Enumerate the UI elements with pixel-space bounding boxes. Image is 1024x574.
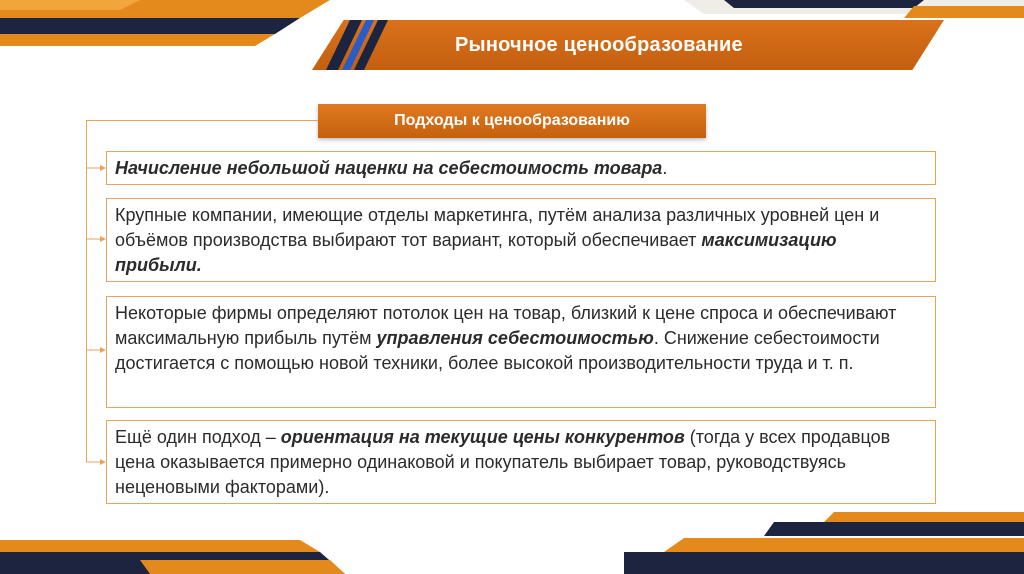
footer-credit: Хамидуллин Б.И._https://vk.com/ege_oge_obshestv xyxy=(412,561,577,568)
approach-box-4 xyxy=(106,420,936,504)
approach-box-1 xyxy=(106,151,936,185)
bottom-right-decoration xyxy=(624,512,1024,574)
arrow-icon xyxy=(86,457,106,467)
approach-3-emphasis: управления себестоимостью xyxy=(376,328,654,348)
top-left-decoration xyxy=(0,0,360,60)
subtitle-box: Подходы к ценообразованию xyxy=(318,104,706,138)
approach-1-emphasis: Начисление небольшой наценки на себестоимость товара xyxy=(115,158,663,178)
arrow-icon xyxy=(86,345,106,355)
approach-box-2 xyxy=(106,198,936,282)
page-title: Рыночное ценообразование xyxy=(455,34,743,56)
approach-3-text-tail: . Снижение себестоимости достигается с помощью новой техники, более высокой производительности труда и т. п. xyxy=(115,328,880,373)
approach-4-emphasis: ориентация на текущие цены конкурентов xyxy=(280,427,685,447)
approach-box-3 xyxy=(106,296,936,408)
arrow-icon xyxy=(86,234,106,244)
approach-1-text: . xyxy=(662,158,668,178)
approach-4-text: Ещё один подход – xyxy=(115,427,281,447)
approach-3-text: Некоторые фирмы определяют потолок цен на товар, близкий к цене спроса и обеспечивают максимальную прибыль путём xyxy=(115,303,897,348)
approach-2-text: Крупные компании, имеющие отделы маркетинга, путём анализа различных уровней цен и объёмов производства выбирают тот вариант, который обеспечивает xyxy=(115,205,880,250)
arrow-icon xyxy=(86,163,106,173)
approach-4-text-tail: (тогда у всех продавцов цена оказывается примерно одинаковой и покупатель выбирает товар, руководствуясь неценовыми факторами). xyxy=(115,427,891,497)
title-stripe-decoration xyxy=(326,20,406,70)
bottom-left-decoration xyxy=(0,532,360,574)
connector-line-horizontal xyxy=(86,120,318,121)
approach-2-emphasis: максимизацию прибыли. xyxy=(115,230,837,275)
